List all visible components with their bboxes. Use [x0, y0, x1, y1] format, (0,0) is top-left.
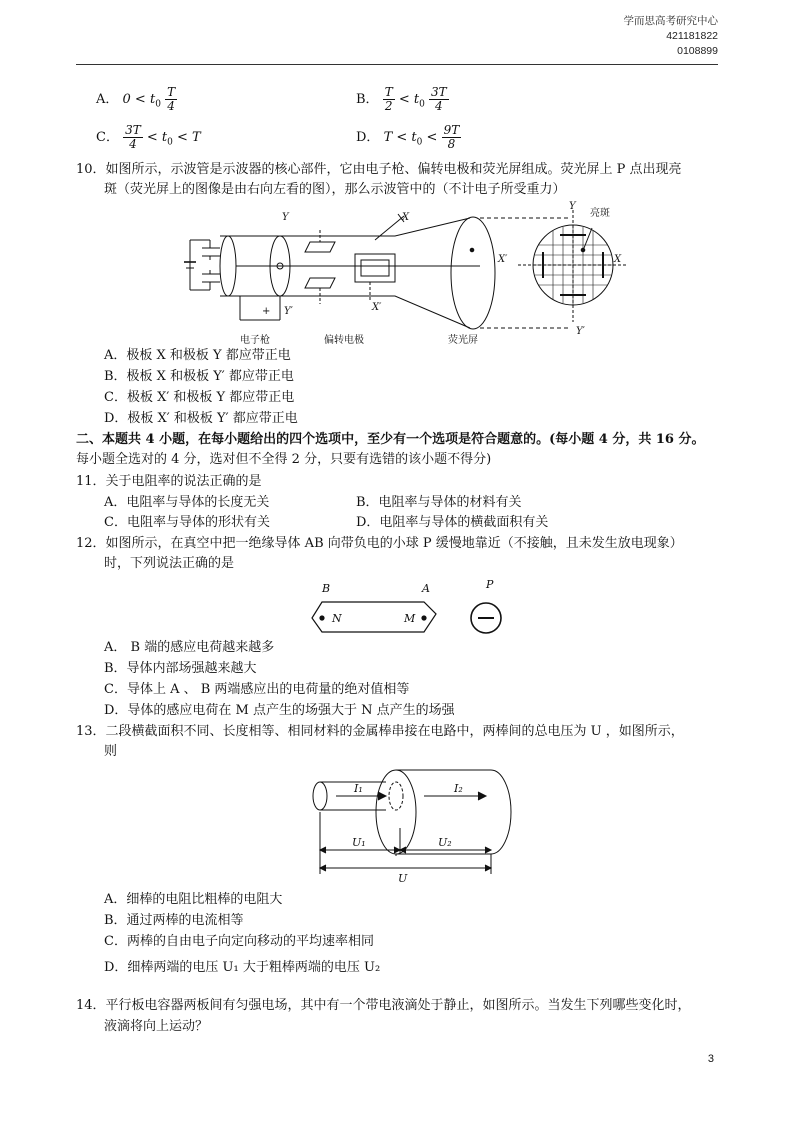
q10-option-c: C．极板 X′ 和极板 Y 都应带正电	[104, 390, 295, 405]
q10-stem-line2: 斑（荧光屏上的图像是由右向左看的图），那么示波管中的（不计电子所受重力）	[104, 182, 566, 197]
q13-option-a: A．细棒的电阻比粗棒的电阻大	[104, 892, 283, 907]
label-plates: 偏转电极	[324, 335, 364, 346]
label-u1: U₁	[352, 836, 366, 849]
q9-option-a: A． $0 < t_0$ $\frac{T}{4}$	[96, 85, 176, 113]
q11-option-d: D．电阻率与导体的横截面积有关	[356, 515, 549, 530]
q12-option-a: A． B 端的感应电荷越来越多	[104, 640, 275, 655]
q10-option-b: B．极板 X 和极板 Y′ 都应带正电	[104, 369, 294, 384]
label-u: U	[398, 872, 408, 885]
label-x: X	[402, 212, 410, 223]
section2-heading-line1: 二、本题共 4 小题，在每小题给出的四个选项中，至少有一个选项是符合题意的。(每小题 4 分，共 16 分。	[76, 432, 705, 447]
q9-option-b: B． $\frac{T}{2}$ < $t_0$ $\frac{3T}{4}$	[356, 85, 447, 113]
screen-label-x-prime: X′	[498, 254, 508, 265]
q9-option-c: C． $\frac{3T}{4}$ < $t_0 < T$	[96, 123, 201, 151]
q13-stem-line2: 则	[104, 744, 118, 759]
q11-stem: 11．关于电阻率的说法正确的是	[76, 474, 262, 489]
label-m: M	[404, 612, 416, 625]
y-prime-plate	[305, 278, 335, 288]
q13-stem-line1: 13．二段横截面积不同、长度相等、相同材料的金属棒串接在电路中，两棒间的总电压为 U ，如图所示，	[76, 724, 684, 739]
rods-figure	[306, 762, 516, 887]
q14-stem-line1: 14．平行板电容器两板间有匀强电场，其中有一个带电液滴处于静止，如图所示。当发生下列哪些变化时，	[76, 998, 691, 1013]
label-x-prime: X′	[372, 302, 382, 313]
q10-stem-line1: 10．如图所示，示波管是示波器的核心部件，它由电子枪、偏转电极和荧光屏组成。荧光屏上 P 点出现亮	[76, 162, 682, 177]
label-spot: 亮斑	[590, 208, 610, 219]
screen-label-x: X	[614, 254, 622, 265]
section2-heading-line2: 每小题全选对的 4 分，选对但不全得 2 分，只要有选错的该小题不得分)	[76, 452, 492, 467]
q12-stem-line2: 时，下列说法正确的是	[104, 556, 235, 571]
q9-option-d: D． $T < t_0$ < $\frac{9T}{8}$	[356, 123, 460, 151]
page-header	[624, 14, 719, 59]
label-n: N	[332, 612, 342, 625]
label-p: P	[486, 578, 494, 591]
label-u2: U₂	[438, 836, 452, 849]
label-i1: I₁	[354, 782, 363, 795]
conductor-ab	[312, 602, 436, 632]
oscilloscope-figure	[180, 200, 620, 345]
q10-option-d: D．极板 X′ 和极板 Y′ 都应带正电	[104, 411, 298, 426]
point-m	[422, 616, 426, 620]
q12-option-c: C．导体上 A 、 B 两端感应出的电荷量的绝对值相等	[104, 682, 410, 697]
q14-stem-line2: 液滴将向上运动？	[104, 1019, 209, 1034]
label-a: A	[422, 582, 430, 595]
q12-option-d: D．导体的感应电荷在 M 点产生的场强大于 N 点产生的场强	[104, 703, 455, 718]
q11-option-c: C．电阻率与导体的形状有关	[104, 515, 270, 530]
label-gun: 电子枪	[240, 335, 270, 346]
label-y-prime: Y′	[284, 306, 293, 317]
q12-option-b: B．导体内部场强越来越大	[104, 661, 257, 676]
conductor-figure	[300, 574, 520, 640]
q10-option-a: A．极板 X 和极板 Y 都应带正电	[104, 348, 291, 363]
y-plate	[305, 242, 335, 252]
label-plus: +	[262, 306, 271, 317]
q13-option-b: B．通过两棒的电流相等	[104, 913, 244, 928]
header-divider	[76, 64, 718, 65]
thin-rod-end	[313, 782, 327, 810]
q12-stem-line1: 12．如图所示，在真空中把一绝缘导体 AB 向带负电的小球 P 缓慢地靠近（不接触，且未发生放电现象）	[76, 536, 683, 551]
q11-option-b: B．电阻率与导体的材料有关	[356, 495, 522, 510]
q13-option-d: D．细棒两端的电压 U₁ 大于粗棒两端的电压 U₂	[104, 960, 381, 975]
header-code-2: 0108899	[677, 45, 718, 57]
label-b: B	[322, 582, 331, 595]
label-i2: I₂	[454, 782, 463, 795]
q13-option-c: C．两棒的自由电子向定向移动的平均速率相同	[104, 934, 374, 949]
header-org: 学而思高考研究中心	[623, 15, 718, 27]
header-code-1: 421181822	[666, 30, 718, 42]
screen-label-y-prime: Y′	[576, 326, 585, 337]
fluorescent-screen	[451, 217, 495, 329]
point-n	[320, 616, 324, 620]
page-number: 3	[707, 1053, 714, 1065]
label-y: Y	[282, 212, 289, 223]
screen-label-y: Y	[569, 201, 576, 212]
q11-option-a: A．电阻率与导体的长度无关	[104, 495, 270, 510]
label-screen: 荧光屏	[448, 335, 478, 346]
